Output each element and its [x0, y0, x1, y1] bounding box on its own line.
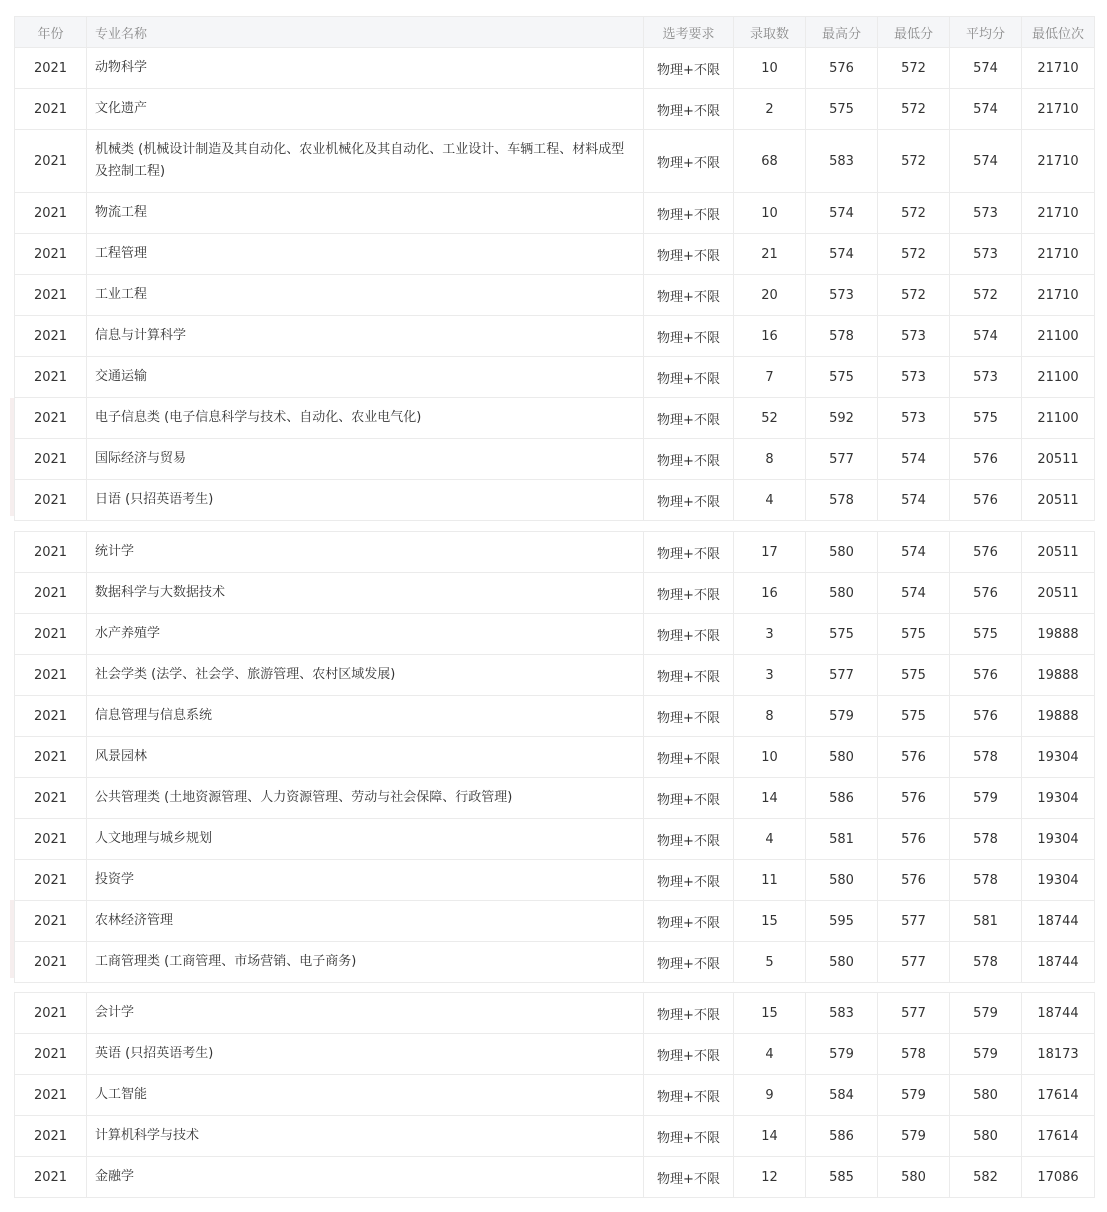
- cell-min-score: 577: [878, 993, 950, 1034]
- cell-max-score: 580: [806, 737, 878, 778]
- cell-max-score: 592: [806, 398, 878, 439]
- cell-min-score: 573: [878, 357, 950, 398]
- cell-requirement: 物理+不限: [644, 737, 734, 778]
- header-name[interactable]: 专业名称: [87, 17, 644, 48]
- cell-max-score: 580: [806, 860, 878, 901]
- cell-avg-score: 579: [950, 1034, 1022, 1075]
- cell-avg-score: 573: [950, 357, 1022, 398]
- cell-avg-score: 575: [950, 398, 1022, 439]
- cell-year: 2021: [15, 993, 87, 1034]
- cell-year: 2021: [15, 901, 87, 942]
- cell-admitted-count: 12: [734, 1157, 806, 1198]
- cell-min-score: 572: [878, 234, 950, 275]
- cell-max-score: 586: [806, 778, 878, 819]
- cell-avg-score: 574: [950, 48, 1022, 89]
- cell-min-rank: 17086: [1022, 1157, 1095, 1198]
- table-row: [15, 737, 1095, 778]
- cell-avg-score: 574: [950, 316, 1022, 357]
- cell-admitted-count: 8: [734, 696, 806, 737]
- cell-requirement: 物理+不限: [644, 573, 734, 614]
- cell-admitted-count: 14: [734, 1116, 806, 1157]
- cell-min-rank: 18744: [1022, 901, 1095, 942]
- cell-year: 2021: [15, 1116, 87, 1157]
- cell-year: 2021: [15, 778, 87, 819]
- cell-major-name: 交通运输: [87, 357, 644, 398]
- cell-requirement: 物理+不限: [644, 439, 734, 480]
- cell-admitted-count: 10: [734, 737, 806, 778]
- header-requirement[interactable]: 选考要求: [644, 17, 734, 48]
- cell-major-name: 数据科学与大数据技术: [87, 573, 644, 614]
- table-section-1: [14, 16, 1094, 521]
- cell-max-score: 595: [806, 901, 878, 942]
- cell-min-score: 576: [878, 819, 950, 860]
- cell-major-name: 计算机科学与技术: [87, 1116, 644, 1157]
- cell-avg-score: 579: [950, 993, 1022, 1034]
- cell-admitted-count: 8: [734, 439, 806, 480]
- cell-min-score: 577: [878, 901, 950, 942]
- cell-requirement: 物理+不限: [644, 234, 734, 275]
- table-row: [15, 655, 1095, 696]
- header-avg-score[interactable]: 平均分: [950, 17, 1022, 48]
- cell-major-name: 投资学: [87, 860, 644, 901]
- cell-min-rank: 21100: [1022, 398, 1095, 439]
- cell-min-score: 575: [878, 655, 950, 696]
- cell-admitted-count: 16: [734, 316, 806, 357]
- cell-major-name: 物流工程: [87, 193, 644, 234]
- cell-min-rank: 18744: [1022, 942, 1095, 983]
- table-row: [15, 234, 1095, 275]
- table-row: [15, 275, 1095, 316]
- table-row: [15, 130, 1095, 193]
- table-header-row: [15, 17, 1095, 48]
- cell-avg-score: 578: [950, 737, 1022, 778]
- cell-year: 2021: [15, 439, 87, 480]
- table-row: [15, 993, 1095, 1034]
- cell-major-name: 人文地理与城乡规划: [87, 819, 644, 860]
- cell-admitted-count: 4: [734, 480, 806, 521]
- table-row: [15, 1034, 1095, 1075]
- cell-min-rank: 19304: [1022, 737, 1095, 778]
- table-body: [15, 532, 1095, 983]
- cell-min-rank: 17614: [1022, 1075, 1095, 1116]
- cell-major-name: 动物科学: [87, 48, 644, 89]
- cell-year: 2021: [15, 275, 87, 316]
- table-row: [15, 901, 1095, 942]
- cell-avg-score: 578: [950, 942, 1022, 983]
- header-max-score[interactable]: 最高分: [806, 17, 878, 48]
- cell-min-score: 574: [878, 480, 950, 521]
- cell-min-score: 572: [878, 89, 950, 130]
- cell-requirement: 物理+不限: [644, 89, 734, 130]
- cell-avg-score: 575: [950, 614, 1022, 655]
- cell-admitted-count: 4: [734, 1034, 806, 1075]
- cell-min-rank: 21710: [1022, 130, 1095, 193]
- table-row: [15, 316, 1095, 357]
- table-row: [15, 89, 1095, 130]
- cell-major-name: 工业工程: [87, 275, 644, 316]
- admission-table: [14, 992, 1095, 1198]
- cell-requirement: 物理+不限: [644, 819, 734, 860]
- cell-admitted-count: 20: [734, 275, 806, 316]
- cell-requirement: 物理+不限: [644, 901, 734, 942]
- cell-major-name: 人工智能: [87, 1075, 644, 1116]
- cell-max-score: 573: [806, 275, 878, 316]
- table-section-2: [14, 531, 1094, 983]
- cell-year: 2021: [15, 48, 87, 89]
- cell-requirement: 物理+不限: [644, 1034, 734, 1075]
- table-row: [15, 614, 1095, 655]
- table-row: [15, 193, 1095, 234]
- table-body: [15, 993, 1095, 1198]
- admission-table: [14, 531, 1095, 983]
- cell-year: 2021: [15, 573, 87, 614]
- cell-admitted-count: 11: [734, 860, 806, 901]
- cell-year: 2021: [15, 234, 87, 275]
- cell-year: 2021: [15, 1075, 87, 1116]
- cell-requirement: 物理+不限: [644, 480, 734, 521]
- cell-min-score: 575: [878, 696, 950, 737]
- cell-requirement: 物理+不限: [644, 942, 734, 983]
- cell-min-score: 579: [878, 1075, 950, 1116]
- cell-admitted-count: 15: [734, 901, 806, 942]
- cell-admitted-count: 4: [734, 819, 806, 860]
- cell-max-score: 580: [806, 942, 878, 983]
- cell-requirement: 物理+不限: [644, 1157, 734, 1198]
- cell-min-score: 572: [878, 48, 950, 89]
- cell-major-name: 工程管理: [87, 234, 644, 275]
- cell-min-rank: 18744: [1022, 993, 1095, 1034]
- cell-min-score: 576: [878, 860, 950, 901]
- cell-min-rank: 17614: [1022, 1116, 1095, 1157]
- cell-major-name: 日语 (只招英语考生): [87, 480, 644, 521]
- cell-min-score: 577: [878, 942, 950, 983]
- table-section-3: [14, 992, 1094, 1198]
- cell-admitted-count: 68: [734, 130, 806, 193]
- cell-min-rank: 19304: [1022, 860, 1095, 901]
- header-min-rank[interactable]: 最低位次: [1022, 17, 1095, 48]
- cell-year: 2021: [15, 357, 87, 398]
- cell-major-name: 水产养殖学: [87, 614, 644, 655]
- cell-min-rank: 20511: [1022, 480, 1095, 521]
- cell-max-score: 580: [806, 573, 878, 614]
- cell-avg-score: 574: [950, 130, 1022, 193]
- table-row: [15, 1157, 1095, 1198]
- cell-admitted-count: 7: [734, 357, 806, 398]
- cell-requirement: 物理+不限: [644, 398, 734, 439]
- cell-min-score: 574: [878, 532, 950, 573]
- table-row: [15, 696, 1095, 737]
- cell-avg-score: 573: [950, 234, 1022, 275]
- cell-min-rank: 21710: [1022, 48, 1095, 89]
- cell-max-score: 578: [806, 480, 878, 521]
- cell-year: 2021: [15, 1034, 87, 1075]
- cell-requirement: 物理+不限: [644, 275, 734, 316]
- cell-major-name: 公共管理类 (土地资源管理、人力资源管理、劳动与社会保障、行政管理): [87, 778, 644, 819]
- table-row: [15, 1116, 1095, 1157]
- cell-min-rank: 19888: [1022, 696, 1095, 737]
- cell-min-rank: 19888: [1022, 614, 1095, 655]
- header-admitted[interactable]: 录取数: [734, 17, 806, 48]
- table-row: [15, 778, 1095, 819]
- cell-min-rank: 20511: [1022, 573, 1095, 614]
- table-body: [15, 48, 1095, 521]
- cell-admitted-count: 10: [734, 48, 806, 89]
- cell-avg-score: 580: [950, 1075, 1022, 1116]
- cell-major-name: 信息管理与信息系统: [87, 696, 644, 737]
- table-row: [15, 532, 1095, 573]
- cell-avg-score: 578: [950, 819, 1022, 860]
- cell-min-rank: 19888: [1022, 655, 1095, 696]
- cell-avg-score: 579: [950, 778, 1022, 819]
- cell-year: 2021: [15, 860, 87, 901]
- cell-major-name: 国际经济与贸易: [87, 439, 644, 480]
- cell-min-rank: 20511: [1022, 532, 1095, 573]
- cell-min-rank: 19304: [1022, 819, 1095, 860]
- cell-min-score: 579: [878, 1116, 950, 1157]
- cell-min-score: 580: [878, 1157, 950, 1198]
- cell-major-name: 风景园林: [87, 737, 644, 778]
- cell-admitted-count: 15: [734, 993, 806, 1034]
- cell-requirement: 物理+不限: [644, 655, 734, 696]
- cell-year: 2021: [15, 532, 87, 573]
- cell-year: 2021: [15, 130, 87, 193]
- cell-min-score: 572: [878, 193, 950, 234]
- cell-admitted-count: 21: [734, 234, 806, 275]
- cell-major-name: 农林经济管理: [87, 901, 644, 942]
- cell-admitted-count: 2: [734, 89, 806, 130]
- cell-min-rank: 19304: [1022, 778, 1095, 819]
- cell-major-name: 文化遗产: [87, 89, 644, 130]
- cell-min-rank: 21710: [1022, 89, 1095, 130]
- table-row: [15, 357, 1095, 398]
- cell-max-score: 585: [806, 1157, 878, 1198]
- cell-year: 2021: [15, 480, 87, 521]
- cell-max-score: 574: [806, 193, 878, 234]
- cell-requirement: 物理+不限: [644, 1075, 734, 1116]
- cell-avg-score: 576: [950, 655, 1022, 696]
- cell-requirement: 物理+不限: [644, 696, 734, 737]
- cell-min-score: 572: [878, 130, 950, 193]
- cell-requirement: 物理+不限: [644, 316, 734, 357]
- cell-avg-score: 580: [950, 1116, 1022, 1157]
- cell-max-score: 577: [806, 655, 878, 696]
- cell-min-rank: 21100: [1022, 357, 1095, 398]
- cell-max-score: 576: [806, 48, 878, 89]
- cell-min-score: 573: [878, 316, 950, 357]
- cell-min-rank: 21710: [1022, 234, 1095, 275]
- cell-year: 2021: [15, 193, 87, 234]
- table-row: [15, 942, 1095, 983]
- header-min-score[interactable]: 最低分: [878, 17, 950, 48]
- cell-admitted-count: 9: [734, 1075, 806, 1116]
- cell-avg-score: 576: [950, 439, 1022, 480]
- cell-year: 2021: [15, 737, 87, 778]
- cell-admitted-count: 14: [734, 778, 806, 819]
- cell-year: 2021: [15, 655, 87, 696]
- cell-major-name: 金融学: [87, 1157, 644, 1198]
- cell-admitted-count: 17: [734, 532, 806, 573]
- cell-max-score: 580: [806, 532, 878, 573]
- cell-admitted-count: 3: [734, 655, 806, 696]
- cell-requirement: 物理+不限: [644, 532, 734, 573]
- cell-min-score: 574: [878, 439, 950, 480]
- cell-requirement: 物理+不限: [644, 48, 734, 89]
- cell-year: 2021: [15, 398, 87, 439]
- cell-max-score: 579: [806, 696, 878, 737]
- cell-year: 2021: [15, 1157, 87, 1198]
- cell-min-rank: 21100: [1022, 316, 1095, 357]
- cell-requirement: 物理+不限: [644, 357, 734, 398]
- cell-major-name: 英语 (只招英语考生): [87, 1034, 644, 1075]
- cell-requirement: 物理+不限: [644, 130, 734, 193]
- cell-requirement: 物理+不限: [644, 778, 734, 819]
- cell-avg-score: 573: [950, 193, 1022, 234]
- cell-year: 2021: [15, 316, 87, 357]
- cell-max-score: 575: [806, 89, 878, 130]
- cell-admitted-count: 3: [734, 614, 806, 655]
- cell-year: 2021: [15, 614, 87, 655]
- cell-min-score: 576: [878, 737, 950, 778]
- cell-major-name: 机械类 (机械设计制造及其自动化、农业机械化及其自动化、工业设计、车辆工程、材料成型及控制工程): [87, 130, 644, 193]
- admission-table: [14, 16, 1095, 521]
- table-row: [15, 860, 1095, 901]
- cell-year: 2021: [15, 696, 87, 737]
- cell-max-score: 584: [806, 1075, 878, 1116]
- cell-min-score: 576: [878, 778, 950, 819]
- cell-major-name: 统计学: [87, 532, 644, 573]
- cell-max-score: 581: [806, 819, 878, 860]
- cell-avg-score: 576: [950, 696, 1022, 737]
- header-year[interactable]: 年份: [15, 17, 87, 48]
- cell-year: 2021: [15, 942, 87, 983]
- table-row: [15, 48, 1095, 89]
- cell-major-name: 信息与计算科学: [87, 316, 644, 357]
- cell-requirement: 物理+不限: [644, 860, 734, 901]
- cell-min-rank: 18173: [1022, 1034, 1095, 1075]
- cell-avg-score: 576: [950, 573, 1022, 614]
- cell-max-score: 583: [806, 993, 878, 1034]
- cell-avg-score: 581: [950, 901, 1022, 942]
- cell-major-name: 电子信息类 (电子信息科学与技术、自动化、农业电气化): [87, 398, 644, 439]
- cell-min-score: 575: [878, 614, 950, 655]
- cell-avg-score: 576: [950, 532, 1022, 573]
- cell-year: 2021: [15, 89, 87, 130]
- table-row: [15, 480, 1095, 521]
- cell-min-rank: 21710: [1022, 275, 1095, 316]
- cell-year: 2021: [15, 819, 87, 860]
- cell-max-score: 583: [806, 130, 878, 193]
- cell-avg-score: 574: [950, 89, 1022, 130]
- cell-requirement: 物理+不限: [644, 993, 734, 1034]
- cell-avg-score: 582: [950, 1157, 1022, 1198]
- cell-requirement: 物理+不限: [644, 1116, 734, 1157]
- cell-admitted-count: 5: [734, 942, 806, 983]
- cell-min-rank: 20511: [1022, 439, 1095, 480]
- cell-max-score: 575: [806, 614, 878, 655]
- cell-max-score: 575: [806, 357, 878, 398]
- cell-min-score: 574: [878, 573, 950, 614]
- cell-max-score: 574: [806, 234, 878, 275]
- cell-admitted-count: 52: [734, 398, 806, 439]
- table-row: [15, 819, 1095, 860]
- table-row: [15, 1075, 1095, 1116]
- cell-avg-score: 572: [950, 275, 1022, 316]
- cell-min-score: 578: [878, 1034, 950, 1075]
- cell-min-score: 572: [878, 275, 950, 316]
- cell-requirement: 物理+不限: [644, 193, 734, 234]
- table-row: [15, 398, 1095, 439]
- cell-max-score: 577: [806, 439, 878, 480]
- table-row: [15, 573, 1095, 614]
- cell-max-score: 586: [806, 1116, 878, 1157]
- cell-admitted-count: 16: [734, 573, 806, 614]
- cell-major-name: 工商管理类 (工商管理、市场营销、电子商务): [87, 942, 644, 983]
- cell-avg-score: 576: [950, 480, 1022, 521]
- cell-min-rank: 21710: [1022, 193, 1095, 234]
- cell-max-score: 578: [806, 316, 878, 357]
- cell-avg-score: 578: [950, 860, 1022, 901]
- cell-major-name: 社会学类 (法学、社会学、旅游管理、农村区域发展): [87, 655, 644, 696]
- table-row: [15, 439, 1095, 480]
- cell-min-score: 573: [878, 398, 950, 439]
- cell-requirement: 物理+不限: [644, 614, 734, 655]
- cell-max-score: 579: [806, 1034, 878, 1075]
- cell-admitted-count: 10: [734, 193, 806, 234]
- cell-major-name: 会计学: [87, 993, 644, 1034]
